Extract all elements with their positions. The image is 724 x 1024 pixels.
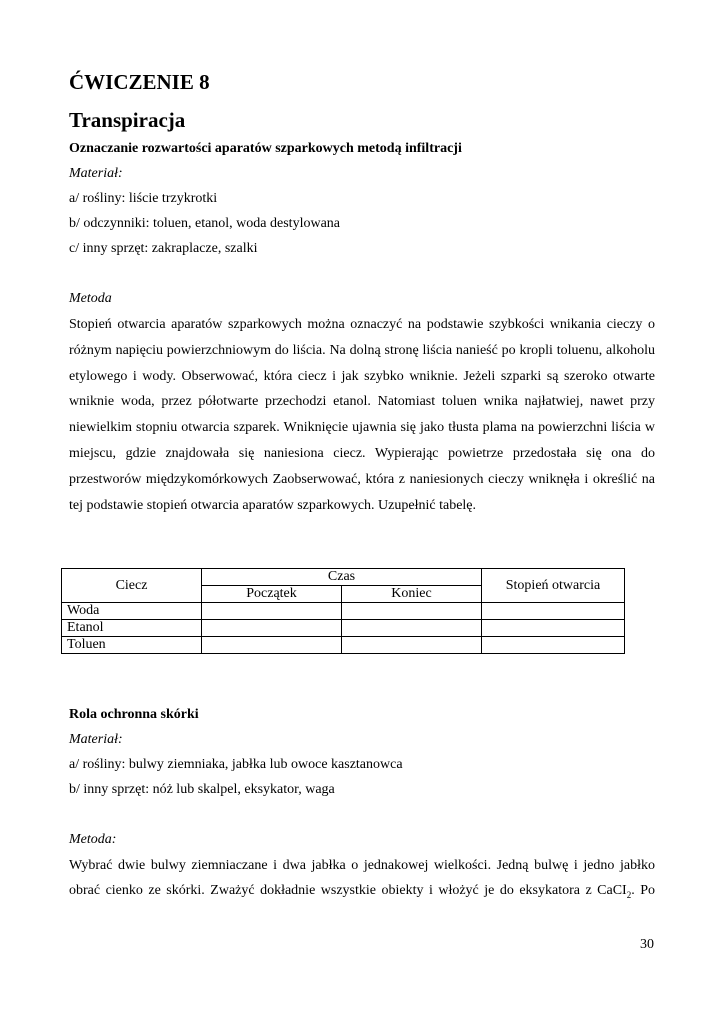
row-label: Woda xyxy=(62,603,202,620)
material-item-equipment: c/ inny sprzęt: zakraplacze, szalki xyxy=(69,241,258,256)
material-item-plants: a/ rośliny: liście trzykrotki xyxy=(69,191,218,206)
method-line-2-end: . Po xyxy=(631,883,655,898)
table-row xyxy=(62,637,625,654)
results-table xyxy=(61,568,625,654)
header-opening-degree: Stopień otwarcia xyxy=(482,569,625,603)
row-label: Toluen xyxy=(62,637,202,654)
table-cell xyxy=(202,637,342,654)
section1-subtitle: Oznaczanie rozwartości aparatów szparkowych metodą infiltracji xyxy=(69,141,462,156)
header-time: Czas xyxy=(202,569,482,586)
table-cell xyxy=(342,637,482,654)
section2-material-label: Materiał: xyxy=(69,732,123,747)
section1-method-text: Stopień otwarcia aparatów szparkowych można oznaczyć na podstawie szybkości wnikania cieczy o różnym napięciu powierzchniowym do liścia. Na dolną stronę liścia nanieść po kropli toluenu, alkoholu etylowego i wody. Obserwować, która ciecz i jak szybko wniknie. Jeżeli szparki są szeroko otwarte wniknie woda, przez półotwarte przechodzi etanol. Natomiast toluen wnika najłatwiej, nawet przy niewielkim stopniu otwarcia szparek. Wniknięcie ujawnia się jako tłusta plama na powierzchni liścia w miejscu, gdzie znajdowała się naniesiona ciecz. Wypierając powietrze przedostała się ona do przestworów międzykomórkowych Zaobserwować, która z naniesionych cieczy wniknęła i określić na tej podstawie stopień otwarcia aparatów szparkowych. Uzupełnić tabelę. xyxy=(69,317,655,513)
table-cell xyxy=(482,603,625,620)
table-cell xyxy=(202,603,342,620)
exercise-heading: ĆWICZENIE 8 xyxy=(69,70,210,94)
section2-method-line-2 xyxy=(69,878,655,908)
header-end: Koniec xyxy=(342,586,482,603)
table-row xyxy=(62,603,625,620)
table-cell xyxy=(342,620,482,637)
page-title: Transpiracja xyxy=(69,108,186,132)
section1-material-label: Materiał: xyxy=(69,166,123,181)
header-liquid: Ciecz xyxy=(62,569,202,603)
section2-method-label: Metoda: xyxy=(69,832,117,847)
section1-method-label: Metoda xyxy=(69,291,112,306)
table-row xyxy=(62,620,625,637)
table-cell xyxy=(482,620,625,637)
page-number: 30 xyxy=(640,937,654,952)
table-cell xyxy=(202,620,342,637)
material-item-equipment-2: b/ inny sprzęt: nóż lub skalpel, eksykator, waga xyxy=(69,782,335,797)
table-cell xyxy=(342,603,482,620)
section2-method-line-1: Wybrać dwie bulwy ziemniaczane i dwa jabłka o jednakowej wielkości. Jedną bulwę i jedno jabłko xyxy=(69,858,655,873)
material-item-reagents: b/ odczynniki: toluen, etanol, woda destylowana xyxy=(69,216,340,231)
subscript-2: 2 xyxy=(626,889,632,900)
method-line-2-text: obrać cienko ze skórki. Zważyć dokładnie wszystkie obiekty i włożyć je do eksykatora z CaCI xyxy=(69,883,627,898)
section2-subtitle: Rola ochronna skórki xyxy=(69,707,199,722)
table-cell xyxy=(482,637,625,654)
header-start: Początek xyxy=(202,586,342,603)
row-label: Etanol xyxy=(62,620,202,637)
material-item-plants-2: a/ rośliny: bulwy ziemniaka, jabłka lub owoce kasztanowca xyxy=(69,757,403,772)
